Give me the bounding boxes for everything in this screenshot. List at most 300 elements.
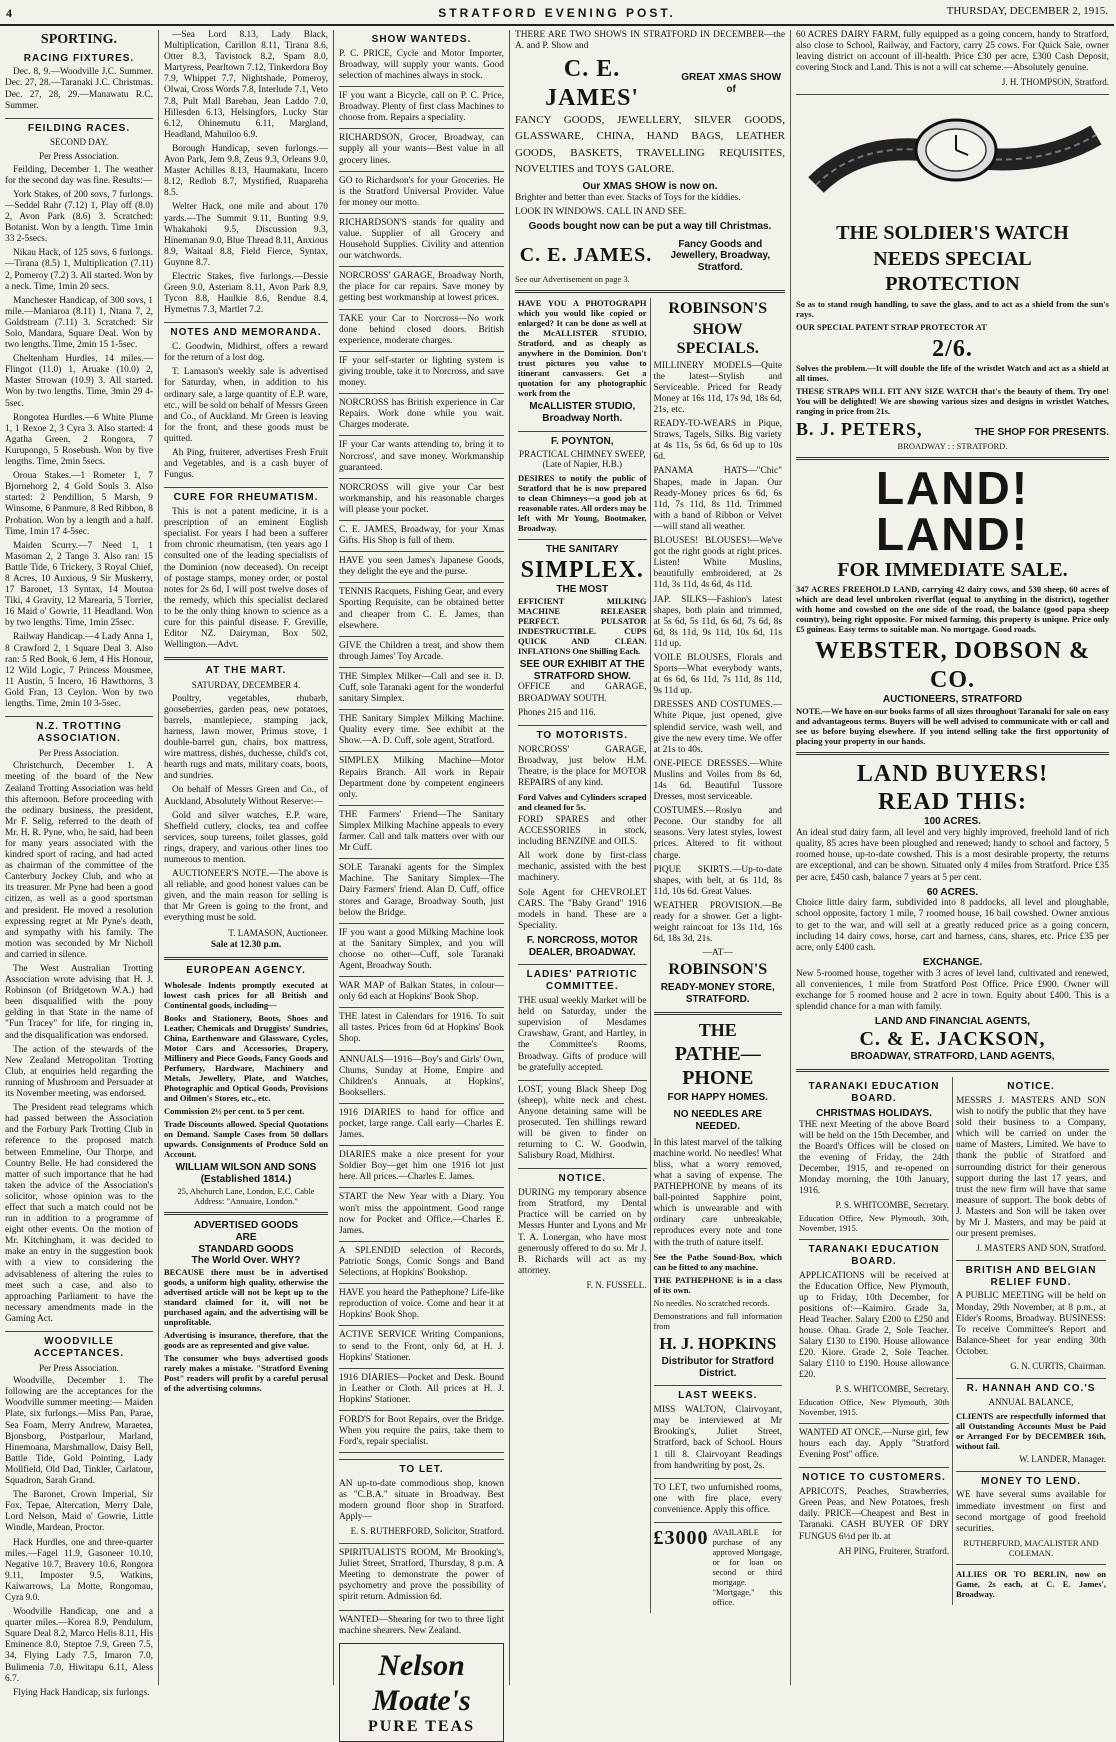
wanted-item: THE latest in Calendars for 1916. To suit all tastes. Prices from 6d at Hopkins' Book Shop. [339,1012,504,1045]
see-advertisement: See our Advertisement on page 3. [515,273,630,284]
paragraph: Borough Handicap, seven furlongs.—Avon Park, Jem 9.8, Zeus 9.3, Orleans 9.0, Master Achilles 8.13, Haumakatu, Incero 8.12, Redlob 8.7, Mystified, Ruapareha 8.5. [164,143,328,199]
advertiser-name: McALLISTER STUDIO, Broadway North. [529,401,636,424]
divider [339,309,504,310]
divider [339,551,504,552]
ad-heading: THE SANITARY [545,543,619,555]
poynton-ad [518,436,647,533]
special-item: MILLINERY MODELS—Quite the latest—Stylish and Serviceable. Priced for Ready Money at 16s 11d, 17s 9d, 18s 6d, 21s, etc. [653,360,782,415]
store-name: READY-MONEY STORE, STRATFORD. [660,982,775,1006]
article-subheading: SECOND DAY. [49,137,109,148]
lot-heading: 60 ACRES. [926,886,979,898]
ladies-patriotic-ad [518,969,647,1073]
divider [339,709,504,710]
advertiser-name: F. POYNTON, [550,435,614,447]
ad-heading: TARANAKI EDUCATION BOARD. [808,1243,940,1267]
education-board-ad [799,1081,949,1233]
paragraph: Christchurch, December 1. A meeting of the board of the New Zealand Trotting Association was held this afternoon. Before proceeding with the ordinary business, the president, Mr F. Selig, referred to the death of Mr. H. R. Pyne, who, he said, had been for many years associated with the kindred sport of racing, and had acted as chairman of the committee of the Canterbury Jockey Club, and who at its treasurer. Mr Pyne had been a good citizen, as well as a good sportsman and president. He moved a resolution expressing regret at Mr Pyne's death, and sympathy with his family. The motion was seconded by Mr Nicholl and carried in silence. [5,761,153,960]
paragraph: THE usual weekly Market will be held on Saturday, under the supervision of Mesdames Crawshaw, Grant, and Hartley, in the Committee's Rooms, Broadway. Gifts of produce will be gratefully accepted. [518,996,647,1073]
pathephone-ad [654,1020,783,1380]
advertiser-name: H. J. HOPKINS [659,1333,777,1353]
lost-dog-ad [518,1085,647,1163]
paragraph: New 5-roomed house, together with 3 acres of level land, cultivated and renewed, all conveniences, 1 mile from Stratford Post Office. Price £900. Owner will exchange for 5 roomed house and 2 acre in town. Equity about £400. This is a splendid chance for a man with family. [796,968,1109,1012]
paragraph: Books and Stationery, Boots, Shoes and Leather, Chemicals and Druggists' Sundries, China, Earthenware and Glassware, Cycles, Motor Cars and Accessories, Drapery, Millinery and Piece Goods, Fancy Goods and Perfumery, Hardware, Machinery and Metals, Jewellery, Plate, and Watches, Photographic and Optical Goods, Provisions and Oilmen's Stores, etc., etc. [164,1013,328,1104]
special-item: PANAMA HATS—"Chic" Shapes, made in Japan. Our Ready-Money prices 6s 6d, 6s 11d, 7s 11d, 8s 11d. Trimmed with a band of Ribbon or Velvet—will stand all weather. [653,466,782,532]
advertiser-name: F. NORCROSS, MOTOR DEALER, BROADWAY. [526,934,638,958]
customers-notice [799,1472,949,1556]
paragraph: OFFICE and GARAGE, BROADWAY SOUTH. [518,682,647,704]
signature: AH PING, Fruiterer, Stratford. [838,1545,949,1556]
byline: Per Press Association. [39,151,119,162]
column-1 [0,30,158,1698]
to-let-rooms-ad [654,1483,783,1516]
wanted-item: RICHARDSON'S stands for quality and value. Supplier of all Grocery and Household Supplies. Civility and attention our watchwords. [339,217,504,262]
divider [339,636,504,637]
divider [339,582,504,583]
divider [339,1368,504,1369]
masthead [0,0,1114,26]
paragraph: Demonstrations and full information from [653,1310,782,1331]
wanted-item: SIMPLEX Milking Machine—Motor Repairs Branch. All work in Repair Department done by competent engineers only. [339,756,504,800]
divider [339,1103,504,1104]
wanted-item: ANNUALS—1916—Boy's and Girls' Own, Chums, Sunday at Home, Empire and Children's Annuals, at Hopkins', Booksellers. [339,1054,504,1098]
paragraph: Poultry, vegetables, rhubarb, gooseberries, garden peas, new potatoes, barrels, mantlepiece, stamping jack, harness, lawn mower, Primus stove, 1 double-barrel gun, chairs, box mattress, wire mattress, dishes, duchesse, child's cot, hearth rugs and mats, military coats, boots, and sundries. [164,693,328,782]
paragraph: DESIRES to notify the public of Stratford that he is now prepared to clean Chimneys—a good job at reasonable rates. All orders may be left with Mr Young, Bootmaker, Broadway. [518,472,647,533]
paragraph: NOTE.—We have on our books farms of all sizes throughout Taranaki for sale on easy and advantageous terms. Buyers will be well advised to communicate with or call and see us before buying elsewhere. If you intend selling take the first opportunity of placing your property in our hands. [796,705,1109,746]
ad-subheading: CHRISTMAS HOLIDAYS. [816,1107,932,1119]
headline: STANDARD GOODS [198,1243,294,1255]
paragraph: In this latest marvel of the talking machine world. No needles! What bliss, what a worry removed, what a saving of expense. The PATHEPHONE by means of its ball-pointed Sapphire point, which is unwearable and with ordinary care unbreakable, reproduces every note and tone with the truth of nature itself. [653,1137,782,1248]
divider [339,858,504,859]
paragraph: No needles. No scratched records. [653,1297,770,1308]
paragraph: The Baronet, Crown Imperial, Sir Fox, Tepae, Altercation, Merry Dale, Lord Nelson, Maid o' Gowrie, Little Windle, Mardean, Proctor. [5,1490,153,1534]
advertiser-subtitle: Distributor for Stratford District. [661,1355,774,1379]
ad-heading: READ THIS: [878,789,1027,816]
wanted-item: HAVE you heard the Pathephone? Life-like reproduction of voice. Come and hear it at Hopkins' Book Shop. [339,1288,504,1321]
paragraph: Woodville, December 1. The following are the acceptances for the Woodville summer meeting:— Maiden Plate, six furlongs.—Miss Pan, Parae, Sea Foam, Merry Andrew, Maraetea, Bjonsborg, Postparlour, Marland, Hinemoana, Marshmallow, Daisy Bell, Battle Tide, Gold Pointing, Lady Mollfield, Old Dad, Tinkler, Carlatour, Squadron, Sarah Grand. [5,1376,153,1487]
paragraph: T. Lamason's weekly sale is advertised for Saturday, when, in addition to his ordinary sale, a large quantity of E.P. ware, etc., will be sold on behalf of Messrs Green and Co., of Auckland. Mr Green is leaving for the front, and these goods must be quitted. [164,367,328,444]
headline: ARE [235,1231,257,1243]
mcallister-studio-ad [518,298,647,425]
paragraph: This is not a patent medicine, it is a prescription of an eminent English specialist. For years I had been a sufferer from chronic rheumatism, (ten years ago I consulted one of the leading specialists of the Dominion (now deceased). On receipt of postage stamps, money order, or postal notes for 2s 6d, I will post twelve doses of the remedy, which this specialist declared to be the only thing known to science as a cure for this painful disease. F. Greville, Editor NZ. Dairyman, Box 502, Wellington.—Advt. [164,507,328,651]
signature: RUTHERFURD, MACALISTER AND COLEMAN. [963,1537,1099,1558]
ad-heading: MONEY TO LEND. [981,1475,1081,1487]
advertiser-name: ROBINSON'S [668,961,768,979]
wanted-item: RICHARDSON, Grocer, Broadway, can supply all your wants—Best value in all grocery lines. [339,133,504,166]
shearing-wanted-ad [339,1615,504,1637]
acceptances-continued [164,30,328,316]
divider [339,171,504,172]
lot-heading: 100 ACRES. [924,816,981,828]
divider [339,1410,504,1411]
ad-heading: PROTECTION [885,273,1020,296]
column-2 [158,30,333,1685]
paragraph: LOOK IN WINDOWS. CALL IN AND SEE. [515,206,687,217]
education-board-applications [799,1244,949,1417]
wanted-item: FORD'S for Boot Repairs, over the Bridge. When you require the pairs, take them to Ford's, repair specialist. [339,1414,504,1448]
paragraph: DURING my temporary absence from Stratford, my Dental Practice will be carried on by Messrs Hunter and Lyons and Mr T. A. Lonergan, who have most generously offered to do so. Mr J. B. Richards will act as my attorney. [518,1188,647,1276]
advertised-goods-ad [164,1220,328,1393]
signature: J. MASTERS AND SON, Stratford. [976,1243,1106,1254]
relief-fund-ad [956,1265,1106,1372]
paragraph: CLIENTS are respectfully informed that all Outstanding Accounts Must be Paid or Arranged For by DECEMBER 16th, without fail. [956,1411,1106,1452]
ad-heading: FOR IMMEDIATE SALE. [837,558,1068,581]
exhibit-note: SEE OUR EXHIBIT AT THE STRATFORD SHOW. [519,658,645,682]
sale-time: Sale at 12.30 p.m. [210,940,282,951]
divider [339,667,504,668]
advertiser-tagline: THE SHOP FOR PRESENTS. [974,427,1109,439]
ad-subheading: ANNUAL BALANCE, [988,1397,1074,1408]
paragraph: MISS WALTON, Clairvoyant, may be interviewed at Mr Brooking's, Juliet Street, Stratford, back of School. Hours 1 till 8. Clairvoyant Readings from handwriting by post, 2s. [653,1405,782,1471]
paragraph: MESSRS J. MASTERS AND SON wish to notify the public that they have sold their business to a Company, which will be carried on under the name of Masters, Limited. We have to thank the public of Stratford and surrounding district for their generous support during the last 17 years, and trust the new firm will have that same measure of support. The book debts of J. Masters and Son will be taken over by Mr J. Masters, and may be paid at our present premises. [956,1096,1106,1240]
paragraph: AVAILABLE for purchase of any approved Mortgage, or for loan on second or third mortgage. "Mortgage," this office. [712,1527,782,1608]
divider [339,805,504,806]
lead-line: THERE ARE TWO SHOWS IN STRATFORD IN DECEMBER—the A. and P. Show and [515,30,785,52]
european-agency-ad [164,965,328,1206]
product-name: PURE TEAS [367,1718,476,1736]
paragraph: Hack Hurdles, one and three-quarter miles.—Fagel 11.9, Gasoneer 10.10, Negative 10.7, Bravery 10.6, Rongora 9.11, Imposter 9.5, Watkins, Kaiwarrows, La Motte, Rongomau, Cyra 9.0. [5,1537,153,1603]
paragraph: Wholesale Indents promptly executed at lowest cash prices for all British and Continental goods, including— [164,980,328,1011]
specials-list [654,361,783,946]
brand-name: Nelson Moate's [372,1648,471,1718]
soldiers-watch-ad [796,99,1109,451]
ad-heading: SHOW SPECIALS. [676,320,759,357]
article-heading: N.Z. TROTTING ASSOCIATION. [36,721,122,744]
wanted-item: START the New Year with a Diary. You won't miss the appointment. Good range now for Pocket and Office.—Charles E. James. [339,1192,504,1236]
special-item: JAP. SILKS—Fashion's latest shapes, both plain and trimmed, at 5s 6d, 5s 11d, 6s 6d, 7s 6d, 8s 6d, 8s 11d, 9s 11d, 10s 6d, 11s 11d up. [653,594,782,649]
advertiser-name: ROBINSON'S [668,300,768,317]
trotting-article [5,721,153,1325]
paragraph: Welter Hack, one mile and about 170 yards.—The Summit 9.11, Bunting 9.9, Whakahoki 9.5, Discussion 9.3, Hinemanan 9.0, Blue Thread 8.11, Anxious 8.9, Waitaal 8.8, Field Fierce, Syntax, Guynne 8.7. [164,202,328,268]
column-4 [509,30,790,1685]
column-5 [790,30,1114,1685]
advertiser-name: C. E. JAMES. [519,244,653,267]
ad-subheading: PRACTICAL CHIMNEY SWEEP, (Late of Napier, H.B.) [518,448,646,470]
firm-name: WILLIAM WILSON AND SONS (Established 1814.) [175,1162,317,1186]
advertiser-name: B. J. PETERS, [796,419,923,440]
nelson-moate-tea-ad [339,1643,504,1742]
paragraph: 347 ACRES FREEHOLD LAND, carrying 42 dairy cows, and 530 sheep, 60 acres of which are dead level unbroken riverflat (equal to anything in the district), together with home and cowshed on the one side of the road, the balance (good papa sheep country), being right opposite. For mixed farming, this property is unique. Price only £5 guineas. Easy terms to suitable man. No mortgage. Good roads. [796,584,1109,635]
paragraph: Feilding, December 1. The weather for the second day was fine. Results:— [5,164,153,186]
wanted-item: NORCROSS will give your Car best workmanship, and his reasonable charges will please your pocket. [339,482,504,515]
paragraph: York Stakes, of 200 sovs, 7 furlongs.—Seddel Rahr (7.12) 1, Play off (8.0) 2, Avon Park (8.6) 3. Scratched: Botanist. Won by a length. Time 1min 33 2-5secs. [5,189,153,245]
divider [339,86,504,87]
land-sale-ad [796,461,1109,746]
ad-tagline: FOR HAPPY HOMES. [667,1092,768,1104]
ad-heading: R. HANNAH AND CO.'S [966,1382,1096,1394]
wanted-item: 1916 DIARIES to hand for office and pocket, large range. Call early—Charles E. James. [339,1107,504,1141]
motorists-ad [518,730,647,959]
ad-heading: THE MOST [556,583,609,595]
paragraph: Cheltenham Hurdles, 14 miles.—Flingot (11.0) 1, Aruake (10.0) 2, Master Strowan (10.9) 3. All started. Won by two lengths. Time, 3min 29 4-5sec. [5,354,153,409]
byline: Per Press Association. [39,747,119,758]
paragraph: Trade Discounts allowed. Special Quotations on Demand. Sample Cases from 50 dollars upwards. Consignments of Produce Sold on Account. [164,1119,328,1160]
paragraph: SPIRITUALISTS ROOM, Mr Brooking's, Juliet Street, Stratford, Thursday, 8 p.m. A Meeting to demonstrate the power of psychometry and prove the possibility of spirit return. Admission 6d. [339,1548,504,1603]
paragraph: TO LET, two unfurnished rooms, one with fire place, every convenience. Apply this office. [653,1482,782,1515]
ad-heading: LADIES' PATRIOTIC COMMITTEE. [526,969,638,993]
wanted-item: TAKE your Car to Norcross—No work done behind closed doors. British experience, moderate charges. [339,313,504,346]
paragraph: Flying Hack Handicap, six furlongs. [13,1687,150,1698]
signature: G. N. CURTIS, Chairman. [1010,1361,1106,1371]
paragraph: BECAUSE there must be in advertised goods, a uniform high quality, otherwise the advertised article will not be kept up to the standard claimed for it, will not be purchased again, and the advertising will be unprofitable. [164,1267,328,1328]
rheumatism-ad [164,492,328,651]
wanted-item: THE Sanitary Simplex Milking Machine. Quality every time. See exhibit at the Show.—A. D. Cuff, sole agent, Stratford. [339,714,504,747]
signature: E. S. RUTHERFORD, Solicitor, Stratford. [350,1526,504,1537]
spiritualists-ad [339,1548,504,1603]
article-heading: WOODVILLE ACCEPTANCES. [33,1336,125,1359]
paragraph: Advertising is insurance, therefore, that the goods are as represented and give value. [164,1330,328,1351]
special-item: WEATHER PROVISION.—Be ready for a shower. Get a light-weight raincoat for 13s 11d, 16s 6d, 18s 3d, 21s. [653,900,782,945]
paragraph: AUCTIONEER'S NOTE.—The above is all reliable, and good honest values can be given, and the main reason for selling is that Mr Green is going to the front, and everything must be sold. [164,869,328,924]
wanted-item: HAVE you seen James's Japanese Goods, they delight the eye and the purse. [339,556,504,578]
wanted-item: P. C. PRICE, Cycle and Motor Importer, Broadway, will supply your wants. Good selection of machines always in stock. [339,48,504,81]
signature: J. H. THOMPSON, Stratford. [1001,77,1109,88]
paragraph: Manchester Handicap, of 300 sovs, 1 mile.—Maniaroa (8.11) 1, Ntana 7, 2, Goldstream (7.11) 3. Scratched: Sir Solo, Mandara, Square Deal. Won by two lengths. Time, 2min 15 1-5sec. [5,295,153,351]
paragraph: Maiden Scurry.—7 Need 1, 1 Masoman 2, 2 Tango 3. Also ran: 15 Battle Tide, 6 Trickery, 3 Royal Chief, 8 Acres, 10 Auxious, 9 Sir Muskerry, 17 Baronet, 13 Syntax, 14 Moutoa Tiki, 4 Gravity, 12 Marearia, 5 Torrier, 16 Maid o' Gowrie, 11 Headland. Won by two lengths. Time, 1min 25sec. [5,540,153,629]
ad-heading: NOTICE TO CUSTOMERS. [802,1472,946,1484]
fixtures-heading: RACING FIXTURES. [23,52,135,64]
lot-heading: EXCHANGE. [922,956,983,968]
divider [339,393,504,394]
divider [339,923,504,924]
article-heading: CURE FOR RHEUMATISM. [173,492,319,504]
article-heading: FEILDING RACES. [27,122,131,134]
paragraph: THE PATHEPHONE is in a class of its own. [653,1274,782,1295]
section-title: SPORTING. [40,32,118,47]
paragraph: HAVE YOU A PHOTOGRAPH which you would like copied or enlarged? It can be done as well at the McALLISTER STUDIO, Stratford, and as cheaply as anywhere in the Dominion. Don't trust pictures you value to itinerant canvassers. Get a quotation for any photographic work from the [518,298,647,399]
land-buyers-ad [796,760,1109,1064]
wanted-item: C. E. JAMES, Broadway, for your Xmas Gifts. His Shop is full of them. [339,524,504,547]
divider [339,1050,504,1051]
firm-address: 25, Abchurch Lane, London, E.C. Cable Address: "Annuaire, London." [177,1185,315,1206]
wanted-item: GO to Richardson's for your Groceries. He is the Stratford Universal Provider. Value for money our motto. [339,175,504,208]
price: 2/6. [932,335,973,362]
advertiser-name: C. E. JAMES' [545,56,640,111]
signature: P. S. WHITCOMBE, Secretary. [835,1200,949,1211]
paragraph: FORD SPARES and other ACCESSORIES in stock, including BENZINE and OILS. [518,814,647,848]
ad-tagline: NO NEEDLES ARE NEEDED. [673,1109,763,1132]
paragraph: EFFICIENT MILKING MACHINE RELEASER PERFECT. PULSATOR INDESTRUCTIBLE. CUPS QUICK AND CLEAN. INFLATIONS One Shilling Each. [518,595,647,656]
divider [339,1283,504,1284]
wanted-item: IF your self-starter or lighting system is giving trouble, take it to Norcross, and save money. [339,355,504,389]
article-subheading: SATURDAY, DECEMBER 4. [191,680,301,691]
divider [339,351,504,352]
dairy-farm-ad [796,30,1109,88]
paragraph: Oroua Stakes.—1 Rometer 1, 7 Bjornehorg 2, 4 Gold Souls 3. Also started: 2 Pendillion, 5 Marsh, 9 Winsome, 6 Panmure, 8 Red Ribbon, 8 Probation. Won by a length and a half. Time, 1min 17 4-5sec. [5,471,153,537]
advertiser-name: WEBSTER, DOBSON & CO. [814,638,1091,693]
advertiser-address: BROADWAY : : STRATFORD. [897,440,1008,451]
ad-heading: NOTICE. [1007,1081,1055,1093]
signature: P. S. WHITCOMBE, Secretary. [835,1384,949,1395]
wanted-item: THE Farmers' Friend—The Sanitary Simplex Milking Machine appeals to every farmer. Call and talk matters over with our Mr Cuff. [339,809,504,854]
ad-heading: THE SOLDIER'S WATCH [836,222,1069,245]
paragraph: An ideal stud dairy farm, all level and very highly improved, freehold land of rich quality, 85 acres have been ploughed and renewed; handy to school and factory, 5 roomed house, up-to-date cowshed. This is a most desirable property, the returns are exceptional, and can be shown. Situated only 4 miles from Stratford. Price £35 per acre, £450 cash, balance 7 years at 5 per cent. [796,828,1109,883]
money-to-lend-ad [956,1476,1106,1558]
special-item: PIQUE SKIRTS.—Up-to-date shapes, with belt, at 6s 11d, 8s 11d, 10s 6d. Great Values. [653,864,782,897]
divider [339,1452,504,1453]
divider [339,976,504,977]
wanted-item: IF you want a good Milking Machine look at the Sanitary Simplex, and you will choose no other—Cuff, sole Taranaki Agent, Broadway South. [339,927,504,971]
article-heading: TO LET. [399,1464,444,1476]
divider [339,1007,504,1008]
product-name: PATHE—PHONE [674,1043,761,1089]
robinsons-ad [654,300,783,1006]
divider [339,128,504,129]
divider [339,520,504,521]
wanted-item: NORCROSS has British experience in Car Repairs. Work done while you wait. Charges moderate. [339,398,504,431]
mortgage-ad [654,1527,783,1607]
simplex-ad [518,544,647,719]
loan-amount: £3000 [653,1527,709,1550]
divider [339,266,504,267]
paragraph: Ah Ping, fruiterer, advertises Fresh Fruit and Vegetables, and is a cash buyer of Fungus. [164,447,328,481]
advertiser-name: C. & E. JACKSON, [859,1027,1046,1050]
ad-heading: LAND! LAND! [875,461,1030,560]
to-let-ad [339,1464,504,1537]
column-3 [333,30,509,1736]
special-item: COSTUMES.—Roslyn and Pecone. Our standby for all seasons. Very latest styles, lowest prices. Altered to fit without charge. [653,806,782,861]
show-wanteds [339,34,504,1453]
paragraph: Electric Stakes, five furlongs.—Dessie Green 9.0, Asteriam 8.11, Avon Park 8.9, Tycon 8.8, Haulkie 8.6, Rendue 8.4, Hymettus 7.3, Martlet 7.2. [164,271,328,316]
article-heading: AT THE MART. [205,665,287,677]
paragraph: LOST, young Black Sheep Dog (sheep), white neck and chest. Anyone detaining same will be prosecuted. Ten shillings reward will be given to finder on returning to C. W. Goodwin, Salisbury Road, Midhirst. [518,1084,647,1162]
at-line: —AT— [702,948,733,959]
mart-ad [164,665,328,951]
signature: T. LAMASON, Auctioneer. [228,927,328,938]
wanted-item: IF your Car wants attending to, bring it to Norcross', and save money. Workmanship guaranteed. [339,440,504,473]
special-item: READY-TO-WEARS in Pique, Straws, Tagels, Silks. Big variety at 4s 11s, 5s 6d, 6s 6d up to 10s 6d. [653,419,782,463]
allies-game-ad [956,1569,1106,1599]
paragraph: The consumer who buys advertised goods rarely makes a mistake. "Stratford Evening Post" readers will profit by a careful perusal of the advertising columns. [164,1353,328,1394]
paragraph: Nikau Hack, of 125 sovs, 6 furlongs.—Tirana (8.5) 1, Multiplication (7.11) 2, Pomeroy (7.2) 3. All started. Won by a neck. Time, 1min 20 secs. [5,248,153,292]
woodville-article [5,1336,153,1699]
paragraph: Sole Agent for CHEVROLET CARS. The "Baby Grand" 1916 models in hand. These are a Speciality. [518,887,647,931]
wanted-item: WAR MAP of Balkan States, in colour—only 6d each at Hopkins' Book Shop. [339,981,504,1003]
paragraph: WANTED—Shearing for two to three light machine shearers. New Zealand. [339,1614,504,1636]
issue-date: THURSDAY, DECEMBER 2, 1915. [946,5,1108,17]
nurse-wanted-ad [799,1428,949,1461]
paragraph: APRICOTS, Peaches, Strawberries, Green Peas, and New Potatoes, fresh daily. PRICE—Cheapest and Best in Taranaki. CASH BUYER OF DRY FUNGUS 6½d per lb. at [799,1487,949,1542]
special-item: ONE-PIECE DRESSES.—White Muslins and Voiles from 8s 6d, 14s 6d. Beautiful Tussore Dresses, most serviceable. [653,758,782,803]
page-number: 4 [6,6,12,20]
signature: F. N. FUSSELL. [586,1279,647,1290]
ad-heading: TO MOTORISTS. [536,729,629,741]
special-item: VOILE BLOUSES, Florals and Sports—What everybody wants, at 6s 6d, 6s 11d, 7s 11d, 8s 11d, 9s 11d up. [653,652,782,697]
product-name: SIMPLEX. [520,556,644,583]
divider [339,1145,504,1146]
wanted-item: NORCROSS' GARAGE, Broadway North, the place for car repairs. Save money by getting best workmanship at lowest prices. [339,271,504,304]
paragraph: So as to stand rough handling, to save the glass, and to act as a shield from the sun's rays. [796,298,1109,319]
wanted-item: GIVE the Children a treat, and show them through James' Toy Arcade. [339,640,504,662]
divider [339,1325,504,1326]
paragraph: Railway Handicap.—4 Lady Anna 1, 8 Crawford 2, 1 Square Deal 3. Also ran: 5 Red Book, 6 Jem, 4 His Honour, 12 Wild Logic, 7 Princess Mousmee, 11 Austin, 5 Incero, 16 Hawthorns, 3 Gold Fran, 13 Ceylon. Won by two lengths. Time, 2min 10 3-5sec. [5,632,153,710]
paper-title: STRATFORD EVENING POST. [438,6,676,20]
divider [339,751,504,752]
goods-list: FANCY GOODS, JEWELLERY, SILVER GOODS, GLASSWARE, CHINA, HAND BAGS, LEATHER GOODS, BASKETS, TRAVELLING REQUISITES, NOVELTIES and TOYS GALORE. [515,113,785,176]
divider [339,1241,504,1242]
paragraph: Education Office, New Plymouth, 30th November, 1915. [799,1397,949,1418]
show-now-on: Our XMAS SHOW is now on. [582,180,718,192]
paragraph: NORCROSS' GARAGE, Broadway, just below H.M. Theatre, is the place for MOTOR REPAIRS of any kind. [518,744,647,788]
advertiser-address: Fancy Goods and Jewellery, Broadway, Stratford. [670,238,771,274]
paragraph: OUR SPECIAL PATENT STRAP PROTECTOR AT [796,321,987,332]
article-heading: EUROPEAN AGENCY. [186,965,306,977]
headline: The World Over. WHY? [191,1255,301,1267]
dental-notice [518,1173,647,1290]
paragraph: The President read telegrams which had passed between the Association and the Forbury Park Trotting Club in reference to the proposed match between Emmeline, Our Thorpe, and Country Belle. He had considered the matter of such importance that he had taken the advice of the Association's solicitor, whose opinion was to the effect that such a match could not be run in addition to a programme of eight other events. On the motion of Mr. Kitchingham, it was decided to make an entry in the suggestion book with a view to considering the advisableness of altering the rules to meet such a case, and also to approaching Parliament to have the necessary amendments made in the Gaming Act. [5,1103,153,1324]
wanted-item: ACTIVE SERVICE Writing Companions, to send to the Front, only 6d, at H. J. Hopkins' Stationer. [339,1330,504,1363]
layby-notice: Goods bought now can be put a way till Christmas. [528,220,772,232]
paragraph: C. Goodwin, Midhirst, offers a reward for the return of a lost dog. [164,342,328,364]
byline: Per Press Association. [39,1362,119,1373]
paragraph: WE have several sums available for immediate investment on first and second mortgage of good freehold securities. [956,1490,1106,1534]
advertiser-subtitle: BROADWAY, STRATFORD, LAND AGENTS, [850,1051,1055,1063]
sporting-section [5,32,153,112]
paragraph: All work done by first-class mechanic, assisted with the best machinery. [518,851,647,884]
paragraph: 60 ACRES DAIRY FARM, fully equipped as a going concern, handy to Stratford, also close to School, Railway, and Factory, carry 25 cows. For Quick Sale, owner leaving district on account of ill-health. Price £30 per acre, £300 Cash Deposit, covering Stock and Land. This is not a will cat scheme.—Absolutely genuine. [796,30,1109,74]
paragraph: The action of the stewards of the New Zealand Metropolitan Trotting Club, at enquiries held regarding the running of Mushroom and Persuader at its November meeting, was endorsed. [5,1044,153,1100]
ad-heading: THE [698,1019,737,1040]
paragraph: Ford Valves and Cylinders scraped and cleaned for 5s. [518,791,647,812]
james-xmas-ad [515,30,785,284]
paragraph: Rongotea Hurdles.—6 White Plume 1, 1 Rexoe 2, 3 Cyra 3. Also started: 4 Agatha Green, 2 Rongora, 7 Kurupongo, 5 Rosebush. Won by five lengths. Time, 2min 5secs. [5,412,153,468]
phones: Phones 215 and 116. [518,707,596,718]
fixtures-text: Dec. 8, 9.—Woodville J.C. Summer. Dec. 27, 28.—Taranaki J.C. Christmas. Dec. 27, 28, 29.—Manawatu R.C. Summer. [5,67,153,111]
paragraph: On behalf of Messrs Green and Co., of Auckland, Absolutely Without Reserve:— [164,785,328,807]
advertiser-subtitle: AUCTIONEERS, STRATFORD [882,693,1023,705]
paragraph: See the Pathe Sound-Box, which can be fitted to any machine. [653,1251,782,1272]
paragraph: A PUBLIC MEETING will be held on Monday, 29th November, at 8 p.m., at Elder's Rooms, Broadway. BUSINESS: To receive Committee's Report and Balance-Sheet for year ending 30th October. [956,1291,1106,1357]
paragraph: Solves the problem.—It will double the life of the wristlet Watch and act as a shield at all times. [796,363,1109,384]
feilding-article [5,123,153,710]
paragraph: —Sea Lord 8.13, Lady Black, Multiplication, Carillon 8.11, Tirana 8.6, Otter 8.3, Tavistock 8.2, Spam 8.0, Martyress, Pearltown 7.12, Tinkerdora Boy 7.9, Whippet 7.7, Nightshade, Pomeroy, Olwai, Cross Words 7.8, Interlude 7.1, Veto 7.8, Pult Mall Barebau, Jean Laddo 7.0, Hillesden 6.13, Helsingfors, Lucky Star 6.12, Ohinemutu 6.11, Margland, Headland, Mahuiloo 6.9. [164,30,328,140]
paragraph: WANTED AT ONCE.—Nurse girl, few hours each day. Apply "Stratford Evening Post" office. [799,1428,949,1461]
ad-heading: LAST WEEKS. [678,1390,758,1402]
wanteds-list [339,49,504,1453]
wanted-item: 1916 DIARIES—Pocket and Desk. Bound in Leather or Cloth. All prices at H. J. Hopkins' Stationer. [339,1372,504,1405]
paragraph: Commission 2½ per cent. to 5 per cent. [164,1106,305,1117]
article-heading: NOTES AND MEMORANDA. [170,327,322,339]
paragraph: AN up-to-date commodious shop, known as "C.B.A." situate in Broadway. Best modern ground floor shop in Stratford. Apply— [339,1479,504,1523]
masters-notice [956,1081,1106,1254]
ad-heading: TARANAKI EDUCATION BOARD. [808,1081,940,1105]
paragraph: THESE STRAPS WILL FIT ANY SIZE WATCH that's the beauty of them. Try one! You will be delighted! We are showing various sizes and designs in wristlet Watches, ranging in price from 21s. [796,386,1109,417]
signature: W. LANDER, Manager. [1019,1454,1106,1465]
agents-line: LAND AND FINANCIAL AGENTS, [874,1016,1031,1028]
paragraph: Woodville Handicap, one and a quarter miles.—Korea 8.9, Pendulum, Square Deal 8.2, Marco Helis 8.11, His Eminence 8.0, Steptoe 7.9, Green 7.5, 34, Flying Lady 7.5, Imaron 7.0, Bulimenia 7.0, Hiwitapu 6.11, Aless 6.7. [5,1607,153,1684]
special-item: DRESSES AND COSTUMES.—White Pique, just opened, give splendid service, wash well, and give the new every time. We offer at 21s to 40s. [653,700,782,755]
wanted-item: IF you want a Bicycle, call on P. C. Price, Broadway. Plenty of first class Machines to choose from. Repairs a speciality. [339,91,504,124]
paragraph: Brighter and better than ever. Stacks of Toys for the kiddies. [515,192,741,203]
paragraph: ALLIES OR TO BERLIN, now on Game, 2s each, at C. E. James', Broadway. [956,1568,1106,1599]
clairvoyant-ad [654,1390,783,1471]
paragraph: Choice little dairy farm, subdivided into 8 paddocks, all level and ploughable, school opposite, factory 1 mile, 7 roomed house, 16 bail cowshed. Owner anxious to get to the war, and will sell at a greatly reduced price as a going concern, including 14 dairy cows, horse, cart and harness, cans, shares, etc. Price £35 per acre, only £400 cash. [796,898,1109,953]
divider [339,478,504,479]
wanted-item: SOLE Taranaki agents for the Simplex Machine. The Sanitary Simplex—The Dairy Farmers' friend. Alan D. Cuff, office stores and Garage, Broadway South, just below the Bridge. [339,863,504,918]
wanted-item: A SPLENDID selection of Records, Patriotic Songs, Comic Songs and Band Selections, at Hopkins' Bookshop. [339,1245,504,1279]
article-heading: SHOW WANTEDS. [371,34,472,45]
ad-heading: LAND BUYERS! [856,760,1049,787]
paragraph: APPLICATIONS will be received at the Education Office, New Plymouth, up to Friday, 10th December, for positions of:—Kaimiro. Grade 3a, Head Teacher. Salary £200 to £250 and house. Ohau. Grade 2, Sole Teacher. Salary £130 to £190. House allowance £20. Kiore. Grade 2, Sole Teacher. Salary £110 to £190. House allowance £20. [799,1270,949,1381]
ad-heading: BRITISH AND BELGIAN RELIEF FUND. [965,1264,1097,1288]
divider [339,213,504,214]
paragraph: The West Australian Trotting Association wrote advising that H. J. Robinson (of Bridgetown W.A.) had been disqualified with the pony gelding in that State in the name of "Fun Tracey" for life, for ringing in, and the disqualification was endorsed. [5,964,153,1041]
wanted-item: THE Simplex Milker—Call and see it. D. Cuff, sole Taranaki agent for the wonderful sanitary Simplex. [339,671,504,705]
ad-tagline: GREAT XMAS SHOW of [681,71,782,95]
ad-heading: NOTICE. [558,1173,607,1185]
paragraph: Gold and silver watches, E.P. ware, Sheffield cutlery, clocks, tea and coffee services, soup tureens, toilet glasses, gold rings, drapery, and various other lines too numerous to mention. [164,810,328,865]
paragraph: THE next Meeting of the above Board will be held on the 15th December, and the Board's Offices will be closed on the evening of Friday, the 24th December, 1915, and re-opened on Monday morning, the 10th January, 1916. [799,1119,949,1197]
hannah-ad [956,1383,1106,1465]
